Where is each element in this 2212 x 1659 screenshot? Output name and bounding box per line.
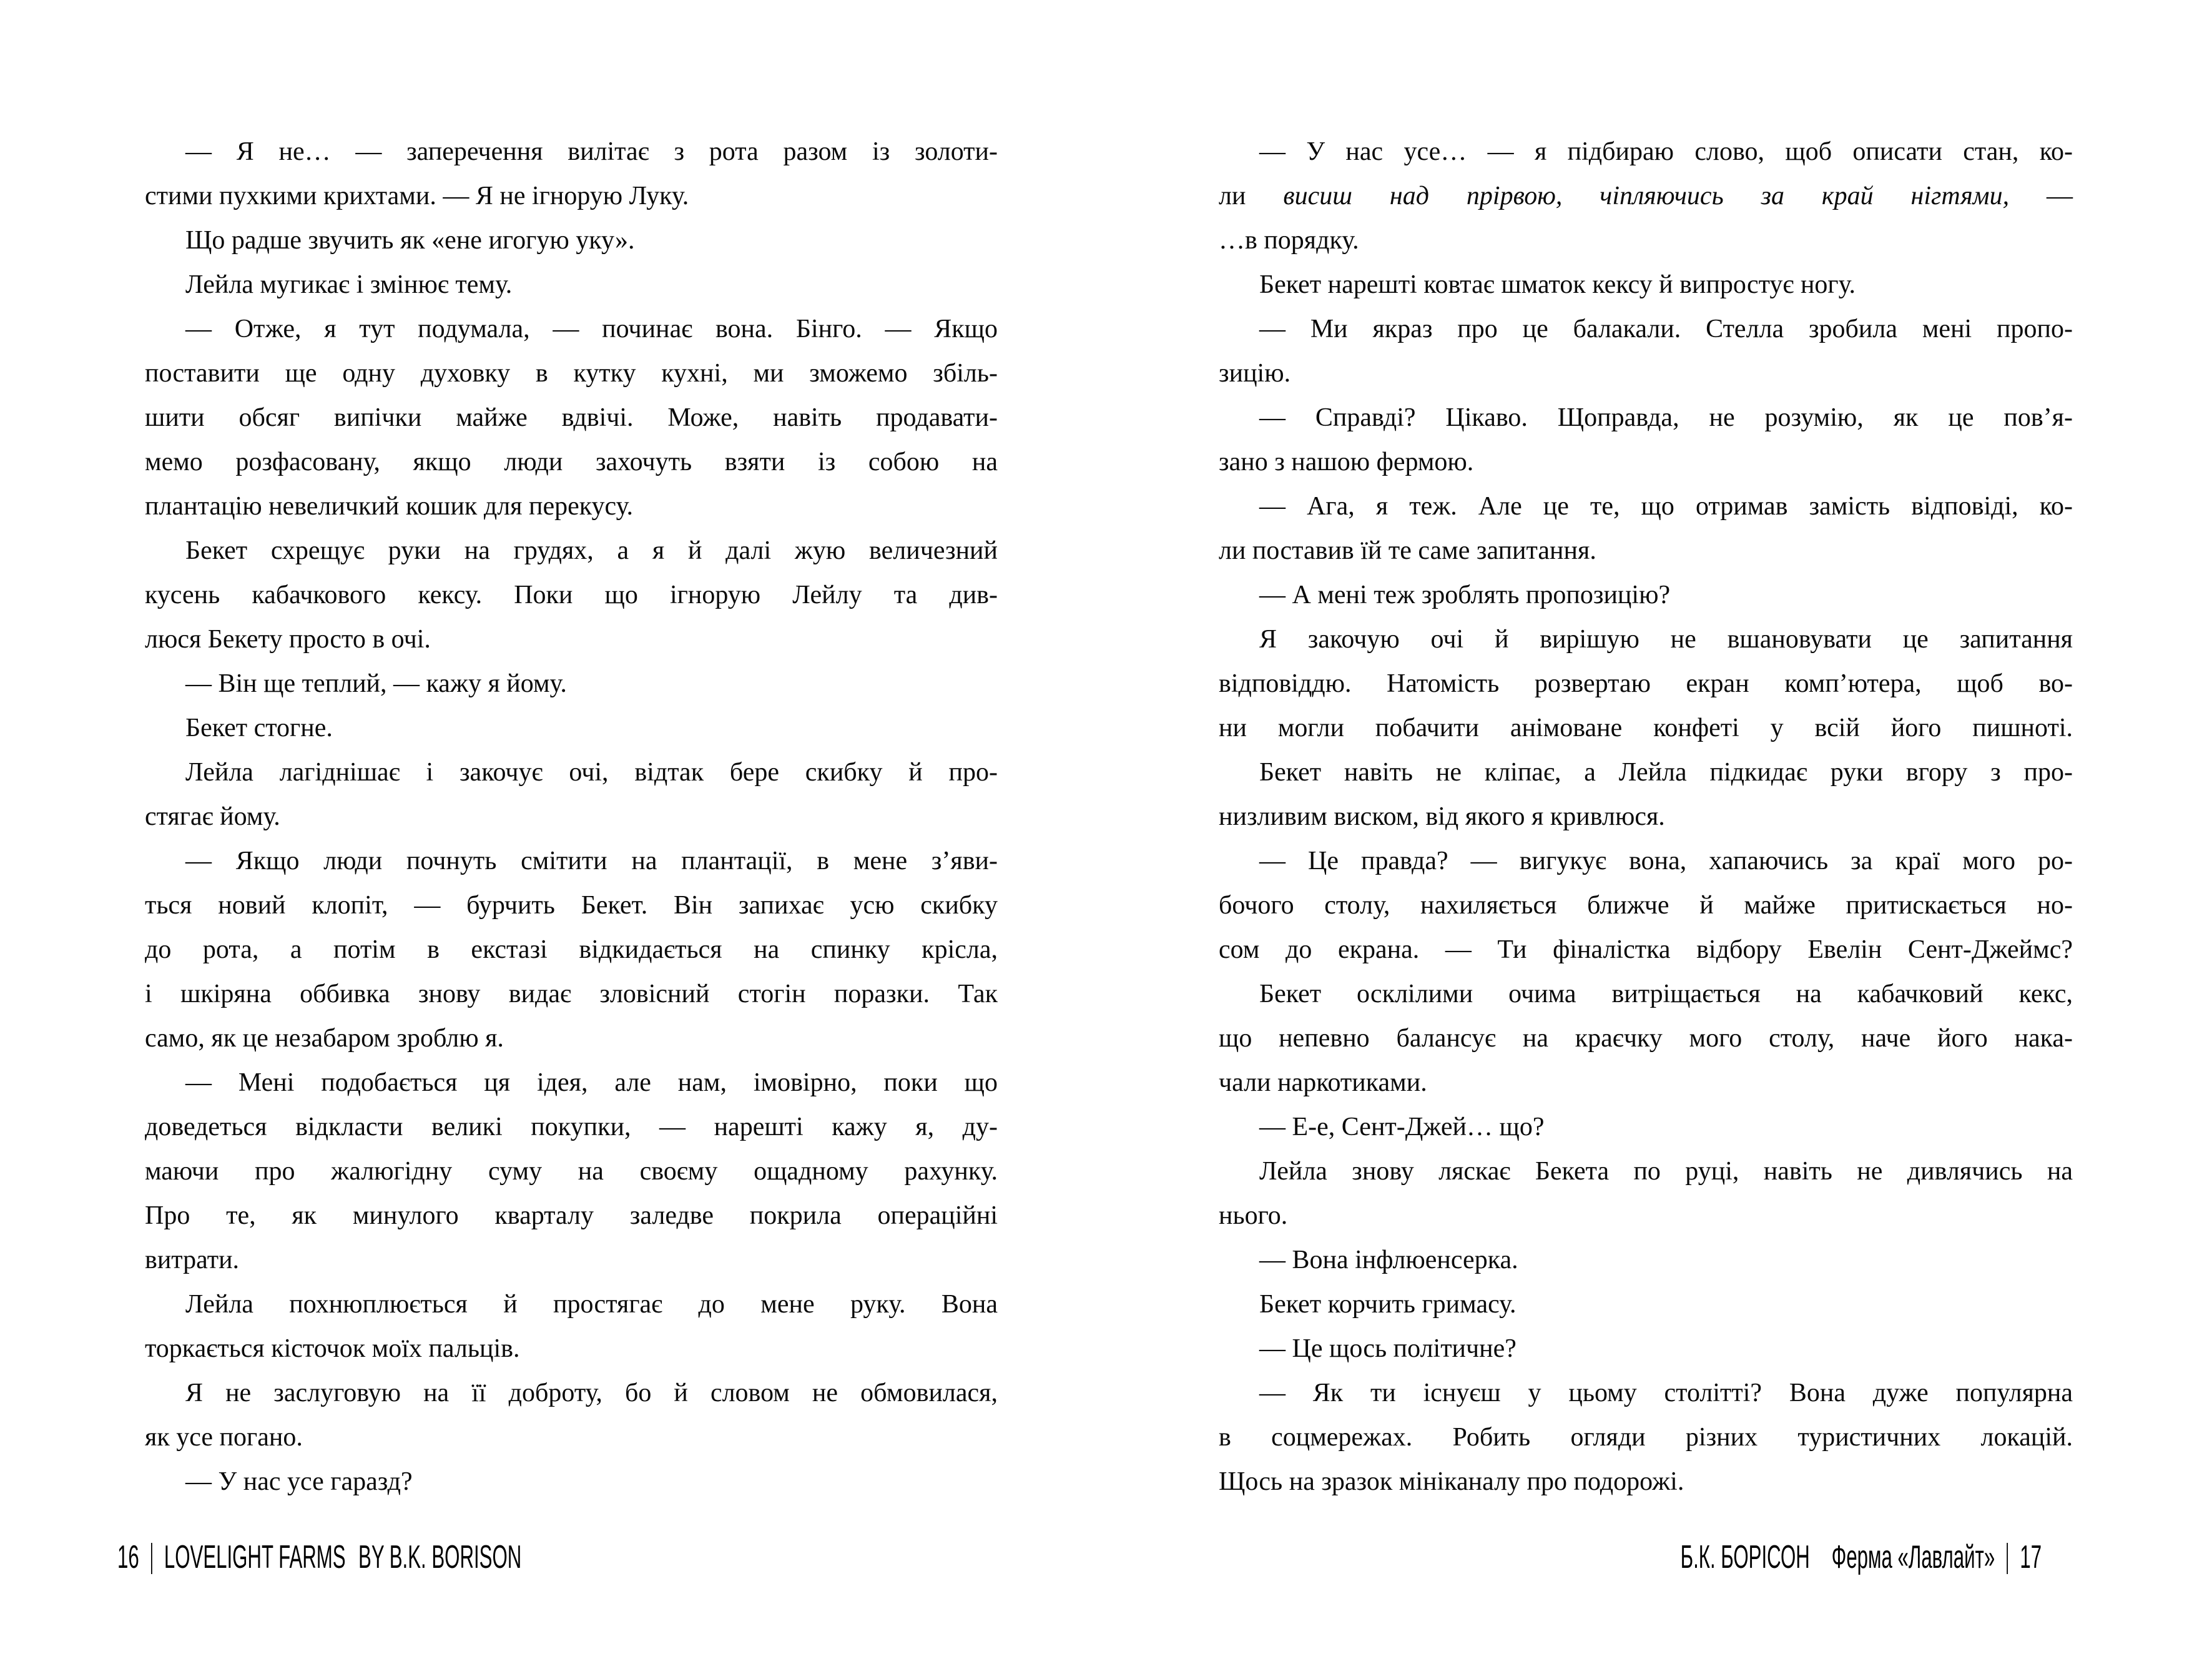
text-line: нього. — [1219, 1201, 1288, 1230]
text-line: Я закочую очі й вирішую не вшановувати це запитання — [1259, 625, 2073, 654]
left-page-footer — [117, 1541, 791, 1573]
text-line: — У нас усе гаразд? — [185, 1467, 413, 1496]
text-line: що непевно балансує на краєчку мого столу, наче його нака- — [1219, 1024, 2073, 1053]
text-line: Лейла знову ляскає Бекета по руці, навіть не дивлячись на — [1259, 1157, 2073, 1186]
text-line: Бекет схрещує руки на грудях, а я й далі жую величезний — [185, 536, 998, 565]
text-line: …в порядку. — [1219, 226, 1359, 255]
text-line: плантацію невеличкий кошик для перекусу. — [145, 492, 633, 521]
left-page-text-column — [145, 130, 998, 1504]
text-line: — Мені подобається ця ідея, але нам, імовірно, поки що — [185, 1068, 998, 1097]
text-line: кусень кабачкового кексу. Поки що ігнорую Лейлу та див- — [145, 581, 998, 609]
book-title-ukrainian: Ферма «Лавлайт» — [1831, 1539, 1995, 1575]
text-line: чали наркотиками. — [1219, 1068, 1427, 1097]
text-line: і шкіряна оббивка знову видає зловісний стогін поразки. Так — [145, 980, 998, 1008]
text-line: доведеться відкласти великі покупки, — нарешті кажу я, ду- — [145, 1113, 998, 1141]
text-line: стягає йому. — [145, 802, 280, 831]
text-line: люся Бекету просто в очі. — [145, 625, 431, 654]
text-line: поставити ще одну духовку в кутку кухні, ми зможемо збіль- — [145, 359, 998, 388]
text-segment: ли — [1219, 182, 1284, 210]
text-line: зано з нашою фермою. — [1219, 448, 1474, 476]
text-line: в соцмережах. Робить огляди різних туристичних локацій. — [1219, 1423, 2073, 1452]
footer-divider-right — [2007, 1543, 2008, 1574]
text-line: — Я не… — заперечення вилітає з рота разом із золоти- — [185, 137, 998, 166]
text-line: ться новий клопіт, — бурчить Бекет. Він запихає усю скибку — [145, 891, 998, 920]
text-line: — Ага, я теж. Але це те, що отримав замість відповіді, ко- — [1259, 492, 2073, 521]
text-line: — Вона інфлюенсерка. — [1259, 1246, 1518, 1274]
text-line: сом до екрана. — Ти фіналістка відбору Евелін Сент-Джеймс? — [1219, 935, 2073, 964]
text-line: відповіддю. Натомість розвертаю екран комп’ютера, щоб во- — [1219, 669, 2073, 698]
right-page-footer — [1440, 1541, 2042, 1573]
book-author-english: BY B.K. BORISON — [358, 1539, 522, 1575]
text-line: Бекет стогне. — [185, 714, 333, 742]
text-line: само, як це незабаром зроблю я. — [145, 1024, 504, 1053]
text-line: — Отже, я тут подумала, — починає вона. Бінго. — Якщо — [185, 315, 998, 343]
text-line: Бекет осклілими очима витріщається на кабачковий кекс, — [1259, 980, 2073, 1008]
text-line: до рота, а потім в екстазі відкидається на спинку крісла, — [145, 935, 998, 964]
text-line: — Це щось політичне? — [1259, 1334, 1516, 1363]
text-line: Щось на зразок мініканалу про подорожі. — [1219, 1467, 1684, 1496]
italic-phrase: висиш над прірвою, чіпляючись за край нігтями, — [1283, 182, 2010, 210]
right-page-text-column — [1219, 130, 2073, 1504]
text-line: — Якщо люди почнуть смітити на плантації, в мене з’яви- — [185, 847, 998, 875]
text-line: Лейла похнюплюється й простягає до мене руку. Вона — [185, 1290, 998, 1319]
text-line: Бекет корчить гримасу. — [1259, 1290, 1516, 1319]
text-line: — Він ще теплий, — кажу я йому. — [185, 669, 567, 698]
text-line: Лейла лагіднішає і закочує очі, відтак бере скибку й про- — [185, 758, 998, 787]
text-line: — Як ти існуєш у цьому столітті? Вона дуже популярна — [1259, 1379, 2073, 1407]
page-number-right: 17 — [2020, 1539, 2042, 1575]
text-line: — А мені теж зроблять пропозицію? — [1259, 581, 1671, 609]
text-line: торкається кісточок моїх пальців. — [145, 1334, 520, 1363]
text-line: як усе погано. — [145, 1423, 303, 1452]
text-line: низливим виском, від якого я кривлюся. — [1219, 802, 1665, 831]
text-segment: — — [2009, 182, 2073, 210]
text-line: Бекет нарешті ковтає шматок кексу й випростує ногу. — [1259, 270, 1856, 299]
footer-divider-left — [151, 1543, 152, 1574]
text-line: — Е-е, Сент-Джей… що? — [1259, 1113, 1545, 1141]
text-line: — Справді? Цікаво. Щоправда, не розумію, як це пов’я- — [1259, 403, 2073, 432]
text-line: Я не заслуговую на її доброту, бо й словом не обмовилася, — [185, 1379, 998, 1407]
text-line: зицію. — [1219, 359, 1291, 388]
text-line: ли поставив їй те саме запитання. — [1219, 536, 1596, 565]
text-line: шити обсяг випічки майже вдвічі. Може, навіть продавати- — [145, 403, 998, 432]
text-line: — У нас усе… — я підбираю слово, щоб описати стан, ко- — [1259, 137, 2073, 166]
book-author-ukrainian: Б.К. БОРІСОН — [1680, 1539, 1810, 1575]
text-line: бочого столу, нахиляється ближче й майже притискається но- — [1219, 891, 2073, 920]
text-line: маючи про жалюгідну суму на своєму ощадному рахунку. — [145, 1157, 998, 1186]
text-line — [1219, 174, 2073, 219]
text-line: Лейла мугикає і змінює тему. — [185, 270, 513, 299]
page-number-left: 16 — [117, 1539, 139, 1575]
text-line: Про те, як минулого кварталу заледве покрила операційні — [145, 1201, 998, 1230]
text-line: — Ми якраз про це балакали. Стелла зробила мені пропо- — [1259, 315, 2073, 343]
book-title-english: LOVELIGHT FARMS — [164, 1539, 346, 1575]
text-line: — Це правда? — вигукує вона, хапаючись за краї мого ро- — [1259, 847, 2073, 875]
text-line: Бекет навіть не кліпає, а Лейла підкидає руки вгору з про- — [1259, 758, 2073, 787]
text-line: Що радше звучить як «ене игогую уку». — [185, 226, 635, 255]
text-line: мемо розфасовану, якщо люди захочуть взяти із собою на — [145, 448, 998, 476]
text-line: ни могли побачити анімоване конфеті у всій його пишноті. — [1219, 714, 2073, 742]
text-line: стими пухкими крихтами. — Я не ігнорую Луку. — [145, 182, 689, 210]
text-line: витрати. — [145, 1246, 240, 1274]
